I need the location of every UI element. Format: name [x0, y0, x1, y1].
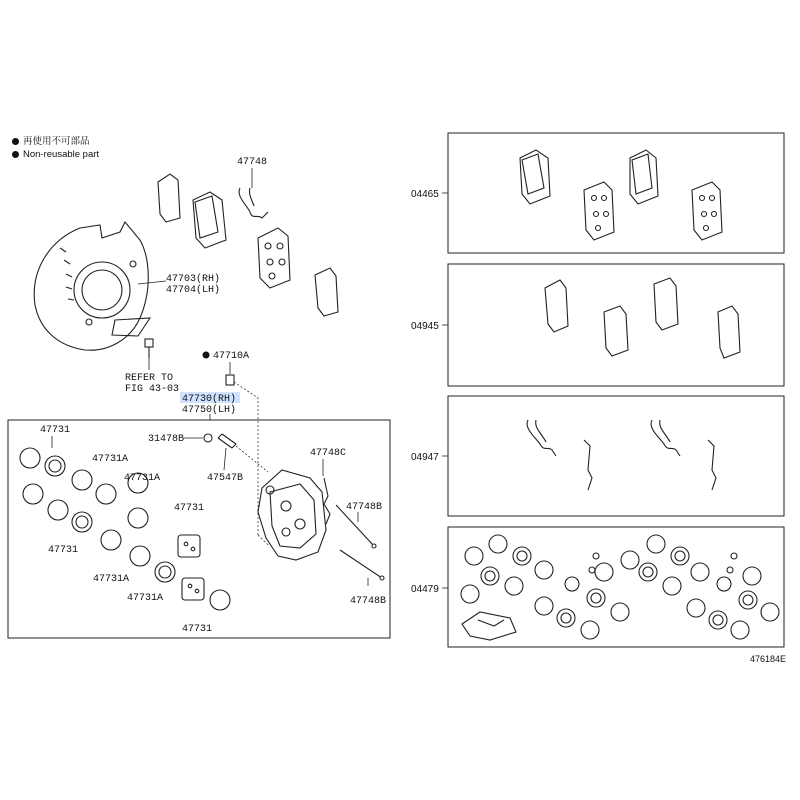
kit-box-04947: [448, 396, 784, 516]
pad-pin-lower[interactable]: [340, 550, 384, 580]
kit-box-04479: [448, 527, 784, 647]
legend-english-text: Non-reusable part: [23, 149, 100, 160]
kit-code-04479: 04479: [411, 584, 439, 595]
brake-caliper[interactable]: [258, 470, 326, 560]
kit-code-04945: 04945: [411, 321, 439, 332]
kit-code-04947: 04947: [411, 452, 439, 463]
label-47731-c: 47731: [48, 545, 79, 556]
shield-bolt[interactable]: [145, 339, 153, 358]
label-31478b: 31478B: [148, 434, 185, 445]
label-47748c: 47748C: [310, 448, 347, 459]
label-47748: 47748: [237, 157, 268, 168]
label-47731a-c: 47731A: [93, 574, 130, 585]
kit-box-04945: [448, 264, 784, 386]
label-47731a-b: 47731A: [124, 473, 161, 484]
label-47731-d: 47731: [182, 624, 213, 635]
label-47731-b: 47731: [174, 503, 205, 514]
brake-pad-outer[interactable]: [158, 174, 180, 222]
label-47704: 47704(LH): [166, 285, 221, 296]
bleeder-plug[interactable]: [226, 375, 234, 385]
label-refer-to: REFER TO: [125, 373, 174, 384]
pad-wear-spring[interactable]: [239, 188, 268, 218]
label-47731-a: 47731: [40, 425, 71, 436]
kit-04465-pads[interactable]: [520, 150, 722, 240]
non-reusable-marker-icon: [203, 352, 210, 359]
kit-box-04465: [448, 133, 784, 253]
kit-04479-seals[interactable]: [461, 535, 779, 640]
figure-id: 476184E: [749, 654, 786, 664]
bleeder-screw[interactable]: [218, 434, 236, 448]
label-47547b: 47547B: [207, 473, 244, 484]
label-47748b-lower: 47748B: [350, 596, 387, 607]
caliper-piston-1[interactable]: [178, 535, 200, 557]
label-47703: 47703(RH): [166, 274, 221, 285]
label-refer-fig: FIG 43-03: [125, 384, 180, 395]
kit-04945-shims[interactable]: [545, 278, 740, 358]
label-47748b-upper: 47748B: [346, 502, 383, 513]
label-47730[interactable]: 47730(RH): [182, 394, 237, 405]
bleeder-cap[interactable]: [204, 434, 212, 442]
label-47731a-d: 47731A: [127, 593, 164, 604]
kit-04947-springs[interactable]: [527, 420, 716, 490]
label-47731a-a: 47731A: [92, 454, 129, 465]
caliper-piston-2[interactable]: [182, 578, 204, 600]
kit-code-04465: 04465: [411, 189, 439, 200]
legend-japanese-text: 再使用不可部品: [23, 136, 90, 147]
brake-pad-1[interactable]: [193, 192, 226, 248]
brake-pad-inner[interactable]: [315, 268, 338, 316]
label-47710a: 47710A: [213, 351, 250, 362]
brake-pad-shim[interactable]: [258, 228, 290, 288]
label-47750: 47750(LH): [182, 405, 237, 416]
dust-shield[interactable]: [34, 222, 150, 350]
